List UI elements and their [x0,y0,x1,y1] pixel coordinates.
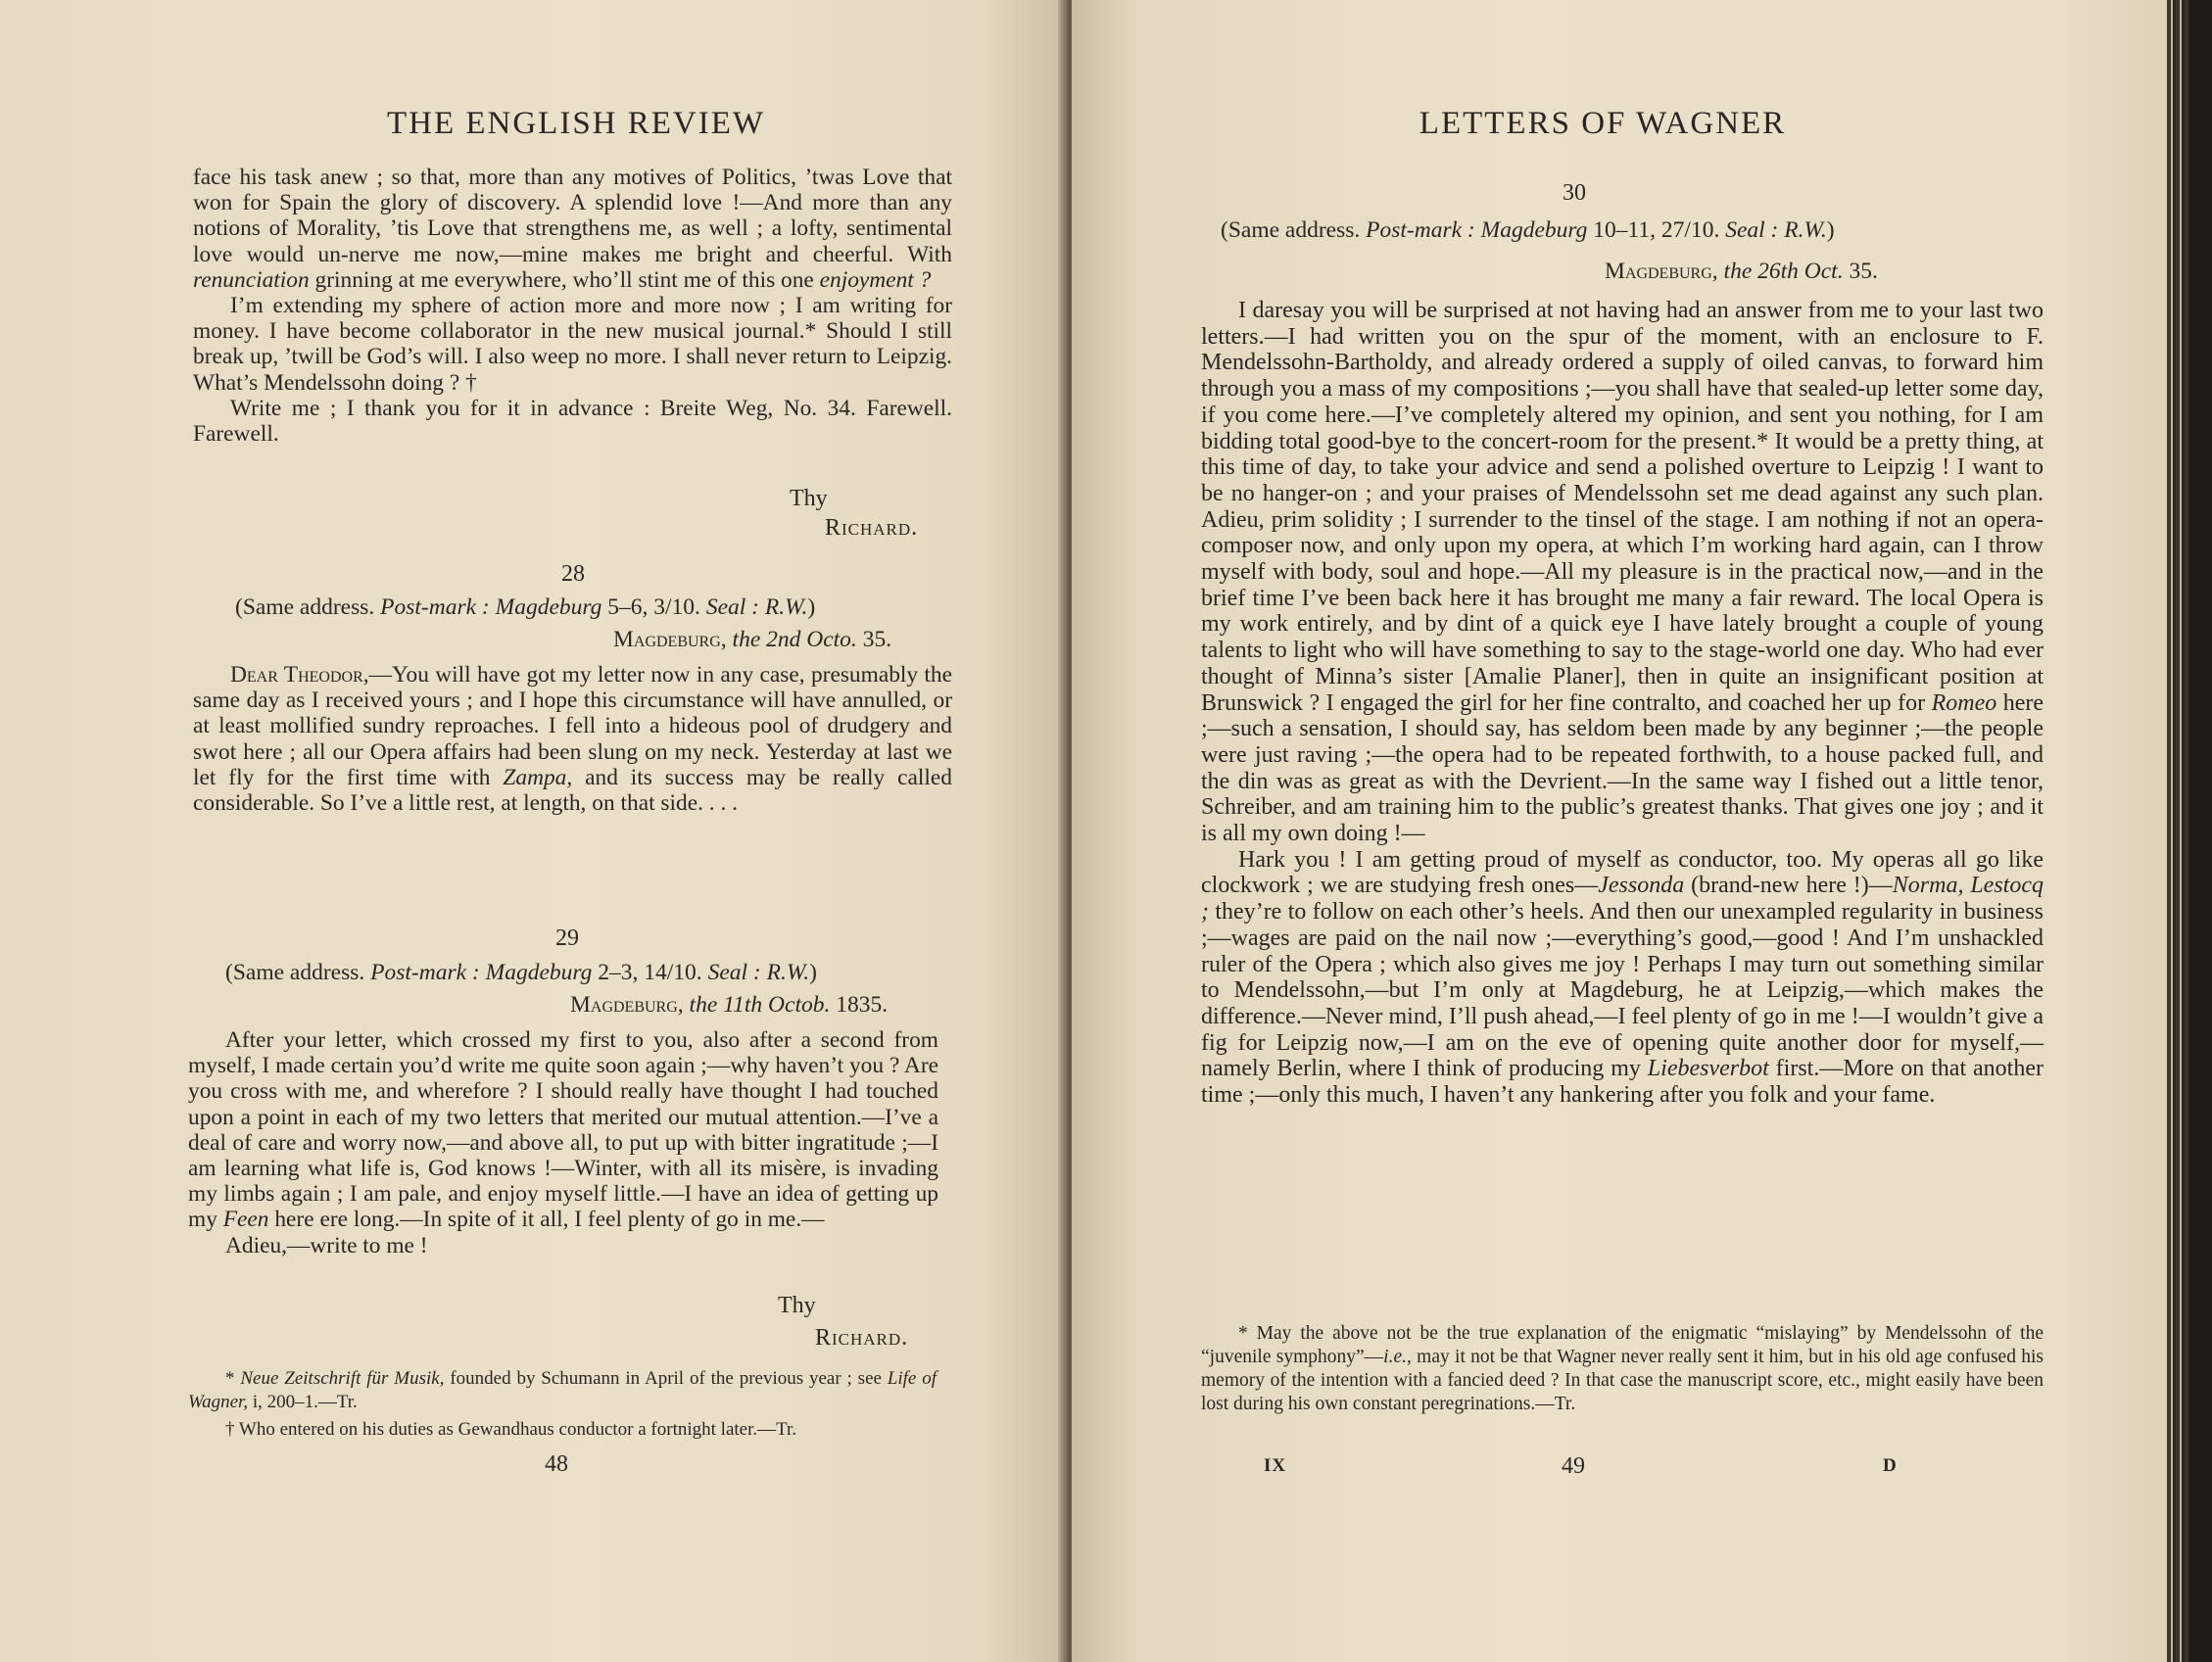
letter-30-paragraph-1: I daresay you will be surprised at not having had an answer from me to your last two letters.—I had written you on the spur of the moment, with an enclosure to F. Mendelssohn-Bartholdy, and already ordered a supply of oiled canvas, to forward him through you a mass of my compositions ;—you shall have that sealed-up letter some day, if you come here.—I’ve completely altered my opinion, and sent you nothing, for I am bidding total good-bye to the concert-room for the present.* It would be a pretty thing, at this time of day, to take your advice and send a polished overture to Leipzig ! I want to be no hanger-on ; and your praises of Mendelssohn set me dead against any such plan. Adieu, prim solidity ; I surrender to the tinsel of the stage. I am nothing if not an opera-composer now, and only upon my opera, at which I’m working hard again, can I throw myself with body, soul and hope.—All my pleasure is in the practical now,—and in the brief time I’ve been back here it has brought me many a fair reward. The local Opera is my work entirely, and by dint of a quick eye I have lately brought a couple of young talents to light who will have something to say to the stage-world one day. Who had ever thought of Minna’s sister [Amalie Planer], then in quite an insignificant position at Brunswick ? I engaged the girl for her fine contralto, and coached her up for Romeo here ;—such a sensation, I should say, has seldom been made by any beginner ;—the people were just raving ;—the opera had to be repeated forthwith, to a house packed full, and the din was as great as with the Devrient.—In the same way I fished out a little tenor, Schreiber, and am training him to the public’s greatest thanks. That gives one joy ; and it is all my own doing !— [1201,298,2044,847]
letter-28-address: (Same address. Post-mark : Magdeburg 5–6, 3/10. Seal : R.W.) [235,594,816,620]
left-running-head: THE ENGLISH REVIEW [386,106,766,141]
footnote-star: * Neue Zeitschrift für Musik, founded by Schumann in April of the previous year ; see Life of Wagner, i, 200–1.—Tr. [188,1368,938,1412]
continuation-paragraph: face his task anew ; so that, more than any motives of Politics, ’twas Love that won for Spain the glory of discovery. A splendid love !—And more than any notions of Morality, ’tis Love that strengthens me, as well ; a lofty, sentimental love would un-nerve me now,—mine makes me bright and cheerful. With renunciation grinning at me everywhere, who’ll stint me of this one enjoyment ? [193,165,952,293]
right-page [1072,0,2167,1662]
letter-number-28: 28 [561,561,585,587]
right-page-number: 49 [1562,1453,1585,1479]
letter-30-paragraph-2: Hark you ! I am getting proud of myself as conductor, too. My operas all go like clockwork ; we are studying fresh ones—Jessonda (brand-new here !)—Norma, Lestocq ; they’re to follow on each other’s heels. And then our unexampled regularity in business ;—wages are paid on the nail now ;—everything’s good,—good ! And I’m unshackled ruler of the Opera ; which also gives me joy ! Perhaps I may turn out something similar to Mendelssohn,—but I’m only at Magdeburg, he at Leipzig,—which makes the difference.—Never mind, I’ll push ahead,—I feel plenty of go in me !—I wouldn’t give a fig for Leipzig now,—I am on the eve of opening quite another door for myself,—namely Berlin, where I think of producing my Liebesverbot first.—More on that another time ;—only this much, I haven’t any hankering after you folk and your fame. [1201,846,2044,1109]
right-running-head: LETTERS OF WAGNER [1419,106,1787,141]
salutation: Dear Theodor, [230,662,369,688]
paragraph-sphere-of-action: I’m extending my sphere of action more and more now ; I am writing for money. I have become collaborator in the new musical journal.* Should I still break up, ’twill be God’s will. I also weep no more. I shall never return to Leipzig. What’s Mendelssohn doing ? † [193,293,952,396]
letter-28-dateline: Magdeburg, the 2nd Octo. 35. [613,627,892,652]
left-footnotes [188,1367,937,1442]
gathering-signature-ix: IX [1264,1455,1287,1476]
signature-richard-1: Richard. [825,515,919,541]
letter-28-body: Dear Theodor,—You will have got my letter now in any case, presumably the same day as I received yours ; and I hope this circumstance will have annulled, or at least mollified sundry reproaches. I fell into a hideous pool of drudgery and swot here ; all our Opera affairs had been slung on my neck. Yesterday at last we let fly for the first time with Zampa, and its success may be really called considerable. So I’ve a little rest, at length, on that side. . . . [193,662,952,817]
letter-number-30: 30 [1563,180,1586,206]
letter-29-closing: Adieu,—write to me ! [225,1232,428,1258]
letter-number-29: 29 [555,926,579,951]
letter-29-dateline: Magdeburg, the 11th Octob. 1835. [570,992,889,1018]
background-edge [2188,0,2212,1662]
gathering-signature-d: D [1883,1455,1898,1476]
left-continuation-text [193,165,952,447]
letter-30-dateline: Magdeburg, the 26th Oct. 35. [1605,259,1878,284]
letter-30-body [1201,298,2044,1109]
letter-30-address: (Same address. Post-mark : Magdeburg 10–11, 27/10. Seal : R.W.) [1221,217,1835,243]
left-page [0,0,1064,1662]
right-footnote: * May the above not be the true explanation of the enigmatic “mislaying” by Mendelssohn of the “juvenile symphony”—i.e., may it not be that Wagner never really sent it him, but in his old age confused his memory of the intention with a fancied deed ? In that case the manuscript score, etc., might easily have been lost during his own constant peregrinations.—Tr. [1201,1323,2044,1414]
footnote-dagger: † Who entered on his duties as Gewandhaus conductor a fortnight later.—Tr. [225,1419,797,1440]
left-page-number: 48 [545,1451,568,1477]
signature-thy-2: Thy [778,1293,816,1318]
letter-29-body: After your letter, which crossed my first to you, also after a second from myself, I made certain you’d write me quite soon again ;—why haven’t you ? Are you cross with me, and wherefore ? I should really have thought I had touched upon a point in each of my two letters that merited our mutual attention.—I’ve a deal of care and worry now,—and above all, to put up with bitter ingratitude ;—I am learning what life is, God knows !—Winter, with all its misère, is invading my limbs again ; I am pale, and enjoy myself little.—I have an idea of getting up my Feen here ere long.—In spite of it all, I feel plenty of go in me.— Adieu,—write to me ! [188,1027,938,1258]
paragraph-write-me: Write me ; I thank you for it in advance : Breite Weg, No. 34. Farewell. Farewell. [193,395,952,448]
signature-richard-2: Richard. [815,1325,909,1351]
letter-29-address: (Same address. Post-mark : Magdeburg 2–3, 14/10. Seal : R.W.) [225,960,817,985]
signature-thy-1: Thy [790,486,828,511]
